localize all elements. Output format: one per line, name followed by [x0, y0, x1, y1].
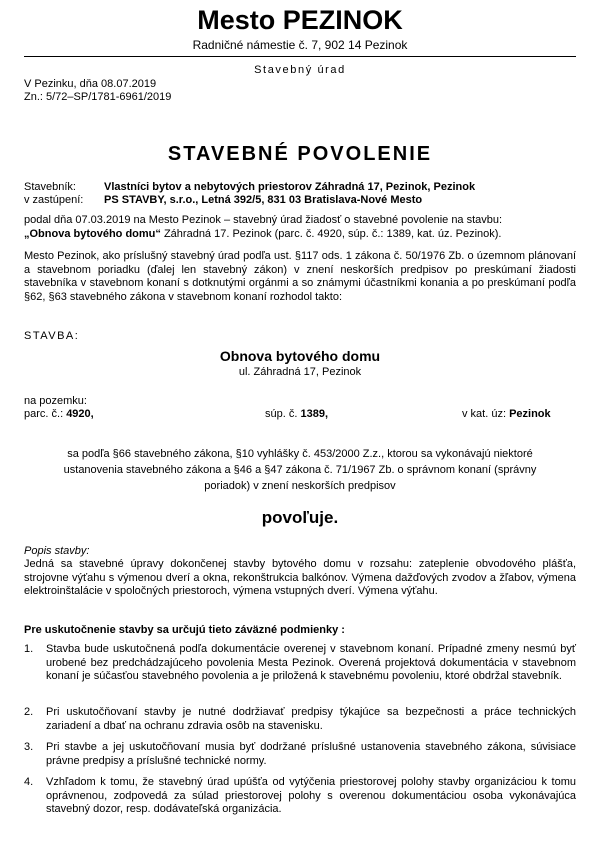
condition-number: 1.	[24, 643, 34, 655]
parcel-intro: na pozemku:	[24, 395, 87, 407]
representative-value: PS STAVBY, s.r.o., Letná 392/5, 831 03 Bratislava-Nové Mesto	[104, 194, 423, 206]
supisne-number	[265, 408, 328, 422]
city-address: Radničné námestie č. 7, 902 14 Pezinok	[192, 38, 408, 52]
application-project-line	[24, 228, 576, 242]
application-intro	[24, 214, 576, 241]
builder-value: Vlastníci bytov a nebytových priestorov Záhradná 17, Pezinok, Pezinok	[104, 181, 476, 193]
condition-number: 3.	[24, 741, 34, 753]
description-label: Popis stavby:	[24, 545, 90, 557]
project-location: Záhradná 17. Pezinok (parc. č. 4920, súp. č.: 1389, kat. úz. Pezinok).	[160, 227, 502, 240]
parcel-number-value: 4920,	[66, 408, 94, 420]
supisne-number-label: súp. č.	[265, 408, 301, 420]
condition-text: Pri uskutočňovaní stavby je nutné dodržiavať predpisy týkajúce sa bezpečnosti a práce technických zariadení a dbať na ochranu zdravia osôb na stavenisku.	[46, 706, 576, 732]
parcel-number	[24, 408, 94, 422]
office-name: Stavebný úrad	[254, 64, 346, 76]
stavba-name: Obnova bytového domu	[219, 348, 381, 364]
condition-text: Pri stavbe a jej uskutočňovaní musia byť dodržané príslušné ustanovenia stavebného zákona, súvisiace právne predpisy a príslušné technické normy.	[46, 741, 576, 767]
reference-number: Zn.: 5/72–SP/1781-6961/2019	[24, 91, 172, 103]
parcel-number-label: parc. č.:	[24, 408, 67, 420]
header-divider	[24, 56, 576, 57]
stavba-label: STAVBA:	[24, 330, 80, 342]
condition-text: Stavba bude uskutočnená podľa dokumentácie overenej v stavebnom konaní. Prípadné zmeny nesmú byť urobené bez predchádzajúceho povolenia Mesta Pezinok. Overená projektová dokumentácia v stavebnom konaní je súčasťou stavebného povolenia a je priložená k stavebnému povoleniu, ktoré obdržal stavebník.	[46, 643, 576, 682]
representative-label: v zastúpení:	[24, 194, 84, 206]
cadastral-area	[462, 408, 551, 422]
application-line: podal dňa 07.03.2019 na Mesto Pezinok – stavebný úrad žiadosť o stavebné povolenie na stavbu:	[24, 214, 503, 226]
stavba-address: ul. Záhradná 17, Pezinok	[238, 366, 362, 378]
condition-number: 4.	[24, 776, 34, 788]
legal-basis: sa podľa §66 stavebného zákona, §10 vyhlášky č. 453/2000 Z.z., ktorou sa vykonávajú niektoré ustanovenia stavebného zákona a §46 a §47 zákona č. 71/1967 Zb. o správnom konaní (správny poriadok) v znení neskorších predpisov	[63, 448, 537, 492]
cadastral-area-value: Pezinok	[509, 408, 551, 420]
supisne-number-value: 1389,	[300, 408, 328, 420]
place-date: V Pezinku, dňa 08.07.2019	[24, 78, 157, 90]
project-name: „Obnova bytového domu“	[24, 227, 161, 240]
decision-paragraph: Mesto Pezinok, ako príslušný stavebný úrad podľa ust. §117 ods. 1 zákona č. 50/1976 Zb. o územnom plánovaní a stavebnom poriadku (ďalej len stavebný zákon) v znení neskorších predpisov po preskúmaní žiadosti stavebníka v stavebnom konaní s dotknutými orgánmi a so známymi účastníkmi konania a po preskúmaní podľa §62, §63 stavebného zákona v stavebnom konaní rozhodol takto:	[24, 250, 576, 303]
city-title: Mesto PEZINOK	[197, 5, 403, 35]
document-title: STAVEBNÉ POVOLENIE	[167, 143, 433, 165]
builder-label: Stavebník:	[24, 181, 76, 193]
conditions-heading: Pre uskutočnenie stavby sa určujú tieto záväzné podmienky :	[24, 624, 345, 636]
condition-number: 2.	[24, 706, 34, 718]
condition-text: Vzhľadom k tomu, že stavebný úrad upúšťa od vytýčenia priestorovej polohy stavby organizáciou k tomu oprávnenou, zodpovedá za súlad priestorovej polohy s overenou dokumentáciou osoba vykonávajúca stavebný dozor, resp. dodávateľská organizácia.	[46, 776, 576, 815]
cadastral-area-label: v kat. úz:	[462, 408, 510, 420]
decision-verb: povoľuje.	[261, 508, 339, 527]
description-text: Jedná sa stavebné úpravy dokončenej stavby bytového domu v rozsahu: zateplenie obvodového plášťa, strojovne výťahu s výmenou dverí a okna, rekonštrukcia balkónov. Výmena dažďových zvodov a žľabov, výmena elektroinštalácie v spoločných priestoroch, výmena vstupných dverí. Výmena výťahu.	[24, 558, 576, 597]
